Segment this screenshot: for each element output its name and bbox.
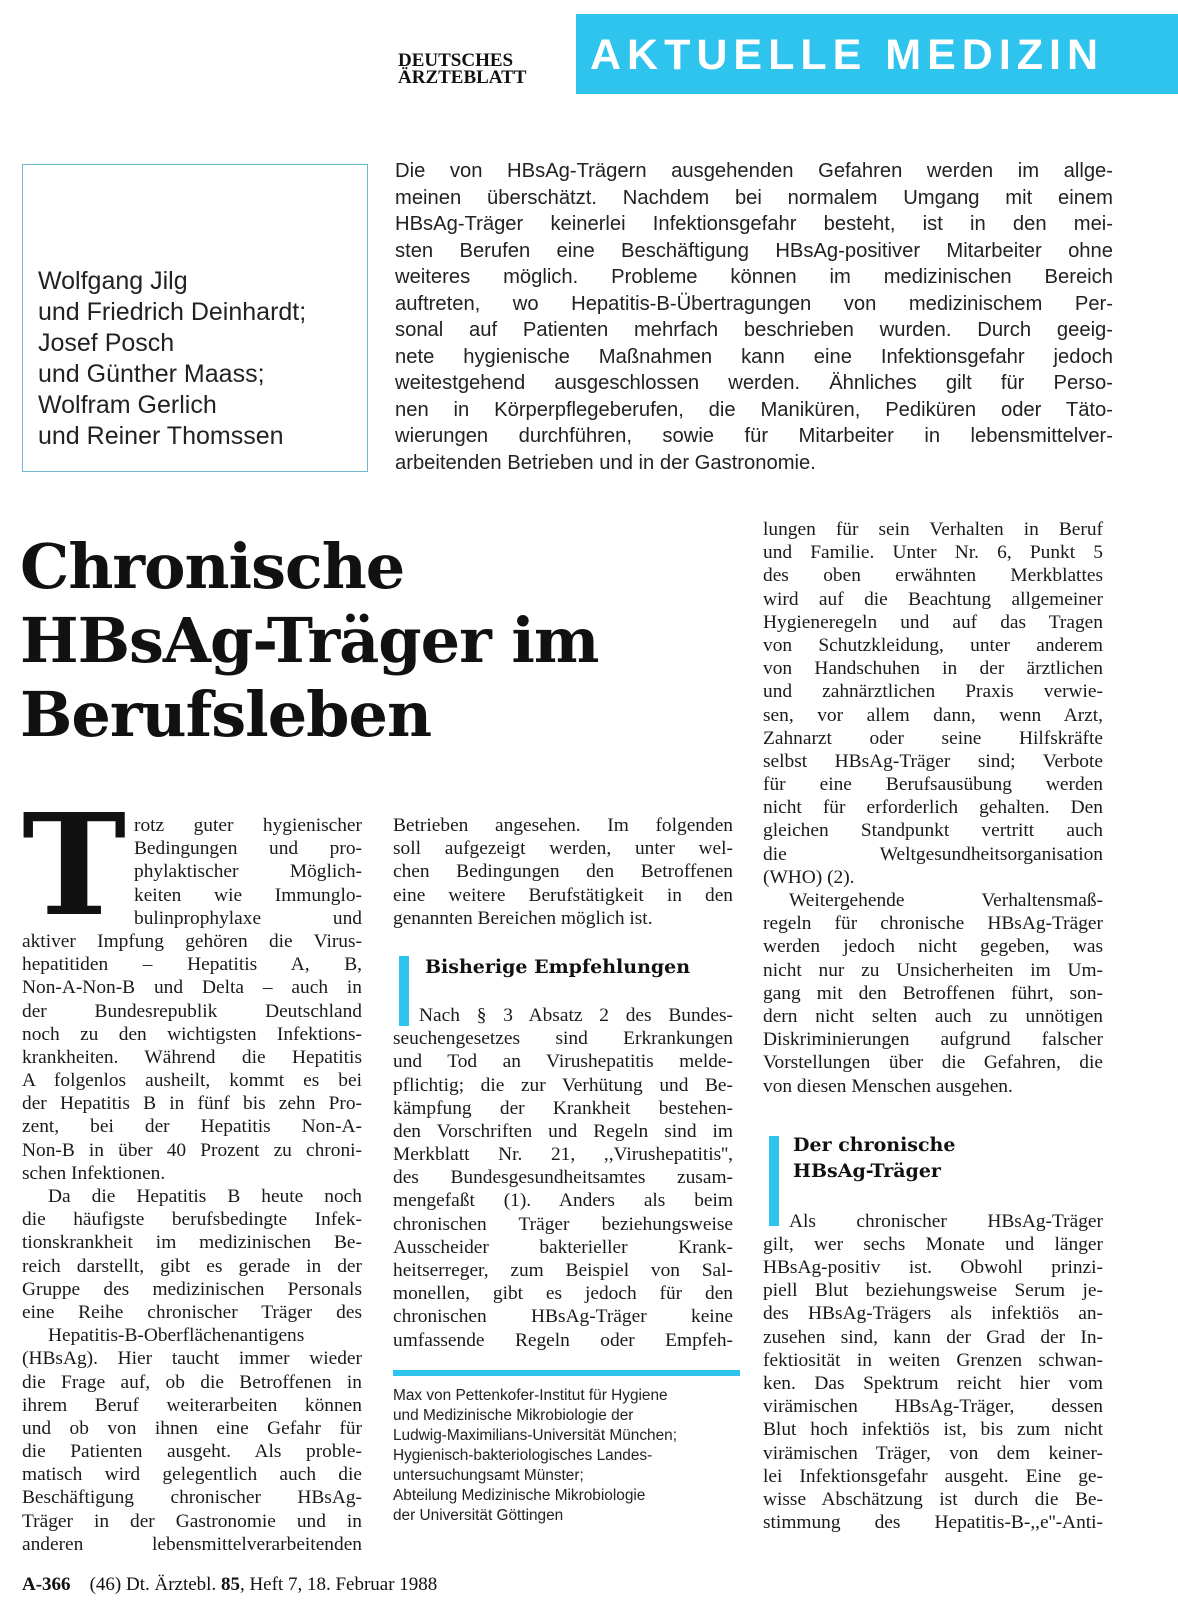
logo-line-1: DEUTSCHES bbox=[398, 50, 514, 71]
text-line: Non-B in über 40 Prozent zu chroni- bbox=[22, 1139, 362, 1161]
text-line: Zahnarzt oder seine Hilfskräfte bbox=[763, 727, 1103, 749]
abstract-line: HBsAg-Träger keinerlei Infektionsgefahr besteht, ist in den mei- bbox=[395, 213, 1113, 235]
subhead-accent-bar bbox=[399, 956, 409, 1026]
text-line: Beschäftigung chronischer HBsAg- bbox=[22, 1487, 362, 1509]
text-line: hepatitiden – Hepatitis A, B, bbox=[22, 954, 362, 976]
text-line: werden jedoch nicht gegeben, was bbox=[763, 936, 1103, 958]
text-line: umfassende Regeln oder Empfeh- bbox=[393, 1329, 733, 1351]
text-line: anderen lebensmittelverarbeitenden bbox=[22, 1533, 362, 1555]
drop-cap-lines bbox=[22, 814, 362, 930]
abstract bbox=[395, 158, 1113, 476]
text-line: gilt, wer sechs Monate und länger bbox=[763, 1233, 1103, 1255]
subhead-line-1: Der chronische bbox=[793, 1133, 956, 1156]
abstract-line: sonal auf Patienten mehrfach beschrieben wurden. Durch geeig- bbox=[395, 319, 1113, 341]
text-line: monellen, gibt es jedoch für den bbox=[393, 1283, 733, 1305]
author-line: und Reiner Thomssen bbox=[38, 422, 284, 450]
column-1 bbox=[22, 814, 362, 1556]
text-line: des Bundesgesundheitsamtes zusam- bbox=[393, 1167, 733, 1189]
text-line: kämpfung der Krankheit bestehen- bbox=[393, 1097, 733, 1119]
text-line: ihrem Beruf weiterarbeiten können bbox=[22, 1394, 362, 1416]
text-line: Gruppe des medizinischen Personals bbox=[22, 1278, 362, 1300]
text-line: die Frage auf, ob die Betroffenen in bbox=[22, 1371, 362, 1393]
text-line: matisch wird gelegentlich auch die bbox=[22, 1464, 362, 1486]
subhead-title bbox=[793, 1132, 955, 1184]
column-1-text bbox=[22, 930, 362, 1556]
text-line: Träger in der Gastronomie und in bbox=[22, 1510, 362, 1532]
text-line: für eine Berufsausübung werden bbox=[763, 774, 1103, 796]
affiliation-line: Abteilung Medizinische Mikrobiologie bbox=[393, 1487, 646, 1504]
affiliation-line: Ludwig-Maximilians-Universität München; bbox=[393, 1427, 677, 1444]
text-line: tionskrankheit im medizinischen Be- bbox=[22, 1232, 362, 1254]
text-line: mengefaßt (1). Anders als beim bbox=[393, 1190, 733, 1212]
abstract-line: sten Berufen eine Beschäftigung HBsAg-positiver Mitarbeiter ohne bbox=[395, 239, 1113, 262]
text-line: soll aufgezeigt werden, unter wel- bbox=[393, 838, 733, 860]
text-line: eine weitere Berufstätigkeit in den bbox=[393, 884, 733, 906]
text-line: Weitergehende Verhaltensmaß- bbox=[789, 890, 1103, 911]
text-line: schen Infektionen. bbox=[22, 1162, 166, 1184]
author-line: Wolfgang Jilg bbox=[38, 267, 188, 295]
abstract-line: nen in Körperpflegeberufen, die Maniküren, Pediküren oder Täto- bbox=[395, 398, 1113, 421]
text-line: chen Bedingungen den Betroffenen bbox=[393, 861, 733, 883]
text-line: virämischen HBsAg-Träger, dessen bbox=[763, 1396, 1103, 1418]
text-line: gang mit den Betroffenen führt, son- bbox=[763, 982, 1103, 1004]
text-line: sen, vor allem dann, wenn Arzt, bbox=[763, 704, 1103, 726]
abstract-line: weitestgehend ausgeschlossen werden. Ähnliches gilt für Perso- bbox=[395, 372, 1113, 394]
text-line: ken. Das Spektrum reicht hier vom bbox=[763, 1373, 1103, 1394]
column-2-text bbox=[393, 1004, 733, 1352]
text-line: Hygieneregeln und auf das Tragen bbox=[763, 611, 1103, 633]
text-line: HBsAg-positiv ist. Obwohl prinzi- bbox=[763, 1257, 1103, 1279]
column-2 bbox=[393, 814, 733, 1352]
text-line: die häufigste berufsbedingte Infek- bbox=[22, 1209, 362, 1231]
title-line: HBsAg-Träger im bbox=[20, 604, 599, 677]
text-line: den Vorschriften und Regeln sind im bbox=[393, 1120, 733, 1142]
section-title: AKTUELLE MEDIZIN bbox=[590, 31, 1105, 79]
affiliation-line: der Universität Göttingen bbox=[393, 1507, 564, 1524]
affiliation-rule bbox=[393, 1370, 740, 1376]
column-3-text bbox=[763, 1210, 1103, 1535]
text-line: die Patienten ausgeht. Als proble- bbox=[22, 1441, 362, 1463]
author-affiliations bbox=[393, 1386, 740, 1526]
text-line: bulinprophylaxe und bbox=[134, 907, 362, 929]
text-line: pflichtig; die zur Verhütung und Be- bbox=[393, 1074, 733, 1096]
author-line: Josef Posch bbox=[38, 329, 175, 357]
affiliation-line: Max von Pettenkofer-Institut für Hygiene bbox=[393, 1387, 668, 1404]
abstract-line: nete hygienische Maßnahmen kann eine Infektionsgefahr jedoch bbox=[395, 345, 1113, 368]
text-line: (HBsAg). Hier taucht immer wieder bbox=[22, 1348, 362, 1370]
footer-volume: 85 bbox=[220, 1574, 240, 1595]
subhead-line-2: HBsAg-Träger bbox=[793, 1159, 941, 1182]
text-line: Merkblatt Nr. 21, ,,Virushepatitis'', bbox=[393, 1144, 733, 1166]
text-line: genannten Bereichen möglich ist. bbox=[393, 907, 653, 929]
author-line: Wolfram Gerlich bbox=[38, 391, 217, 419]
column-2-intro bbox=[393, 814, 733, 930]
journal-logo bbox=[398, 52, 573, 86]
abstract-line: arbeitenden Betrieben und in der Gastronomie. bbox=[395, 451, 816, 474]
affiliation-line: untersuchungsamt Münster; bbox=[393, 1467, 584, 1484]
text-line: heitserreger, zum Beispiel von Sal- bbox=[393, 1260, 733, 1281]
text-line: wird auf die Beachtung allgemeiner bbox=[763, 588, 1103, 610]
text-line: (WHO) (2). bbox=[763, 866, 855, 888]
text-line: Bedingungen und pro- bbox=[134, 838, 362, 860]
text-line: gleichen Standpunkt vertritt auch bbox=[763, 820, 1103, 842]
text-line: nicht nur zu Unsicherheiten im Um- bbox=[763, 959, 1103, 981]
page-footer bbox=[22, 1574, 622, 1596]
author-line: und Friedrich Deinhardt; bbox=[38, 298, 307, 326]
text-line: des HBsAg-Trägers als infektiös an- bbox=[763, 1303, 1103, 1325]
text-line: aktiver Impfung gehören die Virus- bbox=[22, 930, 362, 952]
text-line: von Handschuhen in der ärztlichen bbox=[763, 658, 1103, 680]
title-line: Chronische bbox=[20, 530, 405, 603]
article-title bbox=[20, 530, 740, 752]
text-line: noch zu den wichtigsten Infektions- bbox=[22, 1023, 362, 1045]
text-line: seuchengesetzes sind Erkrankungen bbox=[393, 1028, 733, 1050]
abstract-line: auftreten, wo Hepatitis-B-Übertragungen von medizinischem Per- bbox=[395, 292, 1113, 315]
text-line: und ob von ihnen eine Gefahr für bbox=[22, 1417, 362, 1439]
author-list bbox=[38, 266, 358, 452]
text-line: zent, bei der Hepatitis Non-A- bbox=[22, 1116, 362, 1138]
text-line: und zahnärztlichen Praxis verwie- bbox=[763, 681, 1103, 703]
text-line: chronischen Träger beziehungsweise bbox=[393, 1213, 733, 1235]
text-line: lei Infektionsgefahr ausgeht. Eine ge- bbox=[763, 1465, 1103, 1487]
text-line: chronischen HBsAg-Träger keine bbox=[393, 1306, 733, 1328]
abstract-line: meinen überschätzt. Nachdem bei normalem Umgang mit einem bbox=[395, 186, 1113, 209]
subhead-title: Bisherige Empfehlungen bbox=[425, 955, 691, 978]
text-line: die Weltgesundheitsorganisation bbox=[763, 843, 1103, 865]
affiliation-line: und Medizinische Mikrobiologie der bbox=[393, 1407, 634, 1424]
text-line: lungen für sein Verhalten in Beruf bbox=[763, 519, 1103, 540]
text-line: krankheiten. Während die Hepatitis bbox=[22, 1046, 362, 1068]
footer-journal: (46) Dt. Ärztebl. bbox=[89, 1574, 217, 1595]
text-line: Da die Hepatitis B heute noch bbox=[48, 1186, 362, 1207]
text-line: von diesen Menschen ausgehen. bbox=[763, 1075, 1013, 1097]
text-line: und Tod an Virushepatitis melde- bbox=[393, 1051, 733, 1073]
text-line: A folgenlos ausheilt, kommt es bei bbox=[22, 1070, 362, 1092]
column-3 bbox=[763, 518, 1103, 1534]
text-line: und Familie. Unter Nr. 6, Punkt 5 bbox=[763, 542, 1103, 564]
text-line: dern nicht selten auch zu unnötigen bbox=[763, 1005, 1103, 1027]
text-line: von Schutzkleidung, unter anderem bbox=[763, 634, 1103, 656]
logo-line-2: ÄRZTEBLATT bbox=[398, 67, 527, 88]
text-line: stimmung des Hepatitis-B-,,e''-Anti- bbox=[763, 1512, 1103, 1534]
page-number: A-366 bbox=[22, 1574, 71, 1595]
abstract-line: wierungen durchführen, sowie für Mitarbeiter in lebensmittelver- bbox=[395, 425, 1113, 447]
title-line: Berufsleben bbox=[20, 678, 432, 751]
text-line: Ausscheider bakterieller Krank- bbox=[393, 1236, 733, 1258]
text-line: der Hepatitis B in fünf bis zehn Pro- bbox=[22, 1093, 362, 1115]
text-line: keiten wie Immunglo- bbox=[134, 884, 362, 906]
text-line: Non-A-Non-B und Delta – auch in bbox=[22, 977, 362, 999]
text-line: Vorstellungen über die Gefahren, die bbox=[763, 1052, 1103, 1074]
text-line: fektiosität in weiten Grenzen schwan- bbox=[763, 1349, 1103, 1371]
text-line: Diskriminierungen aufgrund falscher bbox=[763, 1029, 1103, 1051]
text-line: nicht für erforderlich gehalten. Den bbox=[763, 797, 1103, 819]
subhead-accent-bar bbox=[769, 1136, 779, 1226]
text-line: piell Blut beziehungsweise Serum je- bbox=[763, 1280, 1103, 1302]
text-line: Hepatitis-B-Oberflächenantigens bbox=[48, 1325, 305, 1347]
author-line: und Günther Maass; bbox=[38, 360, 265, 388]
text-line: Blut hoch infektiös ist, bis zum nicht bbox=[763, 1419, 1103, 1441]
drop-cap: T bbox=[22, 784, 127, 948]
text-line: Nach § 3 Absatz 2 des Bundes- bbox=[419, 1004, 733, 1026]
abstract-line: Die von HBsAg-Trägern ausgehenden Gefahren werden im allge- bbox=[395, 160, 1113, 182]
text-line: Als chronischer HBsAg-Träger bbox=[789, 1210, 1103, 1232]
text-line: der Bundesrepublik Deutschland bbox=[22, 1000, 362, 1022]
text-line: phylaktischer Möglich- bbox=[134, 861, 362, 883]
column-3-intro bbox=[763, 518, 1103, 1098]
text-line: eine Reihe chronischer Träger des bbox=[22, 1301, 362, 1323]
text-line: des oben erwähnten Merkblattes bbox=[763, 565, 1103, 587]
text-line: zusehen sind, kann der Grad der In- bbox=[763, 1326, 1103, 1348]
text-line: virämischen Träger, von dem keiner- bbox=[763, 1442, 1103, 1464]
affiliation-line: Hygienisch-bakteriologisches Landes- bbox=[393, 1447, 653, 1464]
section-banner bbox=[576, 14, 1178, 94]
text-line: Betrieben angesehen. Im folgenden bbox=[393, 815, 733, 836]
text-line: selbst HBsAg-Träger sind; Verbote bbox=[763, 750, 1103, 772]
text-line: rotz guter hygienischer bbox=[134, 815, 362, 836]
text-line: reich darstellt, gibt es gerade in der bbox=[22, 1255, 362, 1277]
text-line: wisse Abschätzung ist durch die Be- bbox=[763, 1488, 1103, 1510]
abstract-line: weiteres möglich. Probleme können im medizinischen Bereich bbox=[395, 266, 1113, 288]
text-line: regeln für chronische HBsAg-Träger bbox=[763, 913, 1103, 935]
footer-issue: , Heft 7, 18. Februar 1988 bbox=[239, 1574, 438, 1595]
